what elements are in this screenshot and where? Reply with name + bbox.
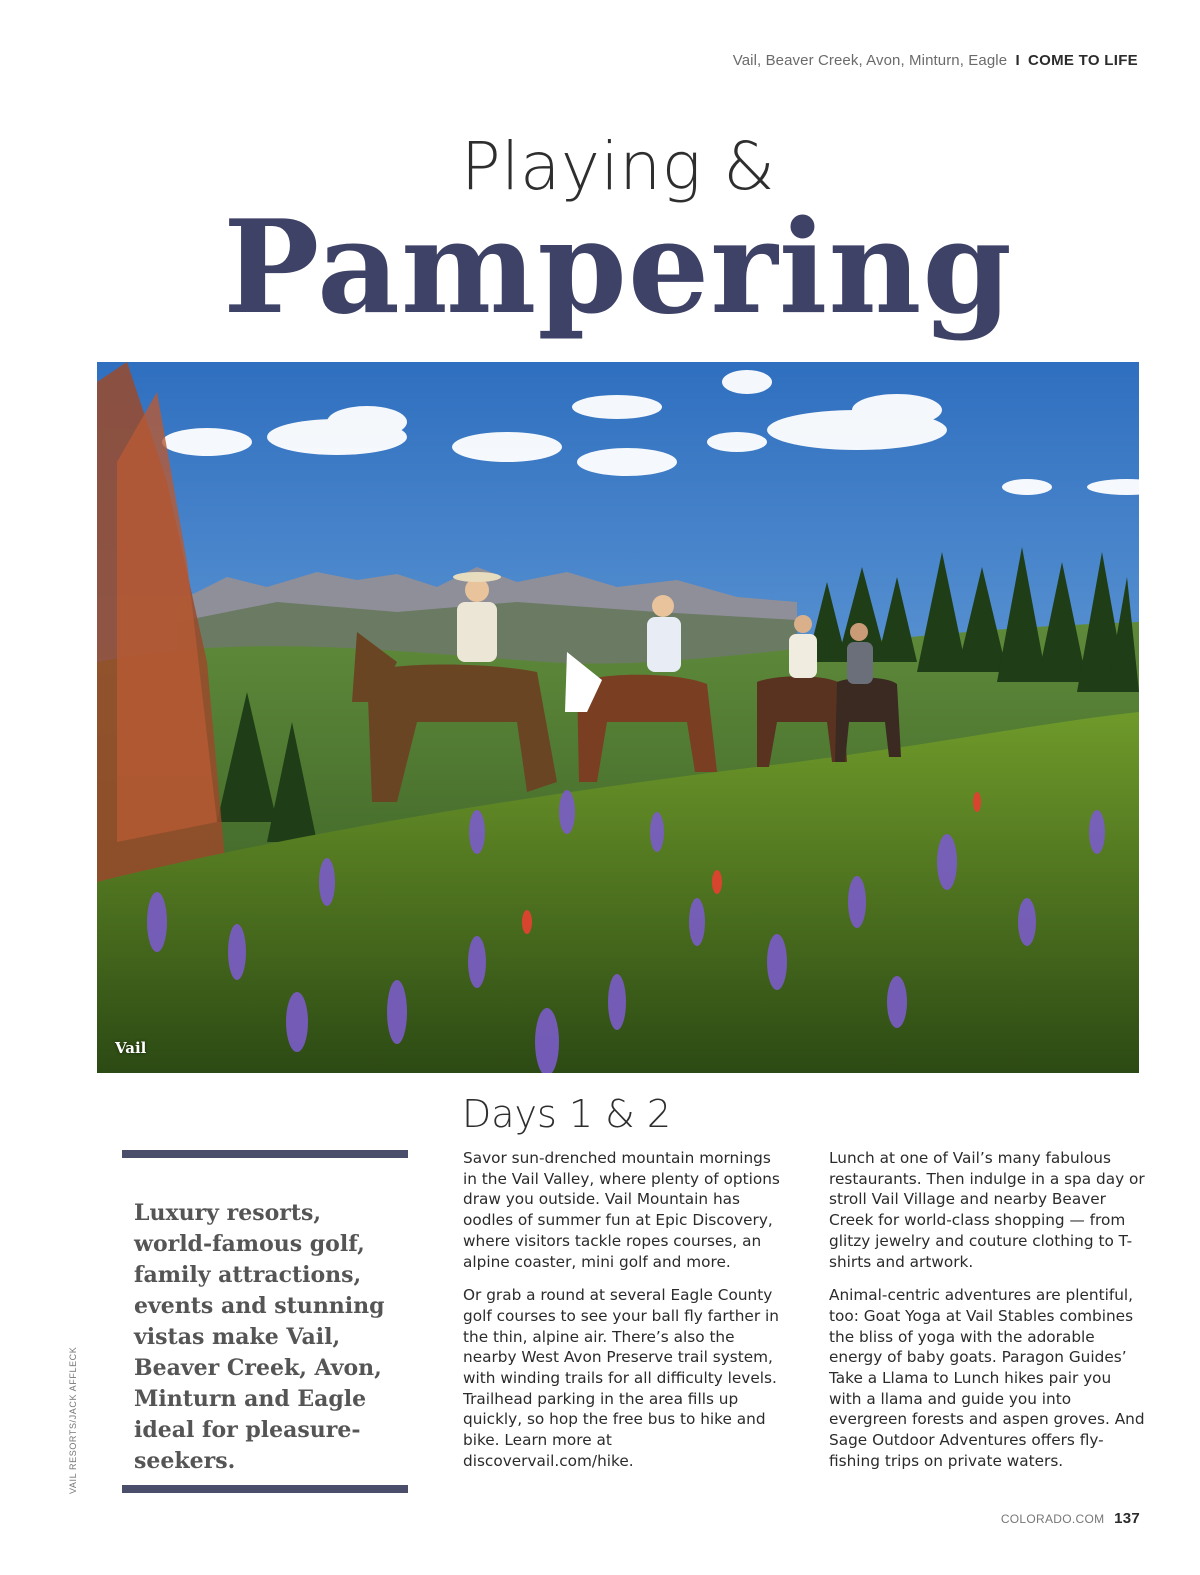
pullquote-rule-top [122, 1150, 408, 1158]
body-paragraph: Savor sun-drenched mountain mornings in the Vail Valley, where plenty of options draw you outside. Vail Mountain has oodles of summer fun at Epic Discovery, where visitors tackle ropes courses, an alpine coaster, mini golf and more. [463, 1149, 780, 1271]
photo-caption: Vail [115, 1039, 147, 1057]
pullquote-rule-bottom [122, 1485, 408, 1493]
body-column-left [463, 1148, 783, 1485]
photo-credit: VAIL RESORTS/JACK AFFLECK [68, 1346, 78, 1494]
running-head-separator: I [1015, 52, 1020, 69]
running-head-locations: Vail, Beaver Creek, Avon, Minturn, Eagle [732, 52, 1008, 69]
hero-photo [97, 362, 1139, 1073]
pullquote: Luxury resorts, world-famous golf, family attractions, events and stunning vistas make Vail, Beaver Creek, Avon, Minturn and Eagle ideal for pleasure-seekers. [134, 1200, 385, 1474]
running-head [733, 52, 1138, 69]
footer-site: COLORADO.COM [1000, 1512, 1105, 1526]
section-heading: Days 1 & 2 [462, 1092, 672, 1136]
page-title-line1: Playing & [460, 128, 776, 205]
page-footer [1001, 1510, 1140, 1527]
page-title-line2: Pampering [223, 193, 1013, 343]
page-number: 137 [1114, 1510, 1140, 1527]
running-head-tagline: COME TO LIFE [1028, 52, 1138, 69]
body-column-right [829, 1148, 1145, 1485]
horseback-riders-meadow-image [97, 362, 1139, 1073]
body-paragraph: Or grab a round at several Eagle County golf courses to see your ball fly farther in the thin, alpine air. There’s also the nearby West Avon Preserve trail system, with winding trails for all difficulty levels. Trailhead parking in the area fills up quickly, so hop the free bus to hike and bike. Learn more at discovervail.com/hike. [463, 1286, 779, 1470]
body-paragraph: Lunch at one of Vail’s many fabulous restaurants. Then indulge in a spa day or stroll Vail Village and nearby Beaver Creek for world-class shopping — from glitzy jewelry and couture clothing to T-shirts and artwork. [829, 1149, 1145, 1271]
body-paragraph: Animal-centric adventures are plentiful, too: Goat Yoga at Vail Stables combines the bliss of yoga with the adorable energy of baby goats. Paragon Guides’ Take a Llama to Lunch hikes pair you with a llama and guide you into evergreen forests and aspen groves. And Sage Outdoor Adventures offers fly-fishing trips on private waters. [829, 1286, 1145, 1470]
